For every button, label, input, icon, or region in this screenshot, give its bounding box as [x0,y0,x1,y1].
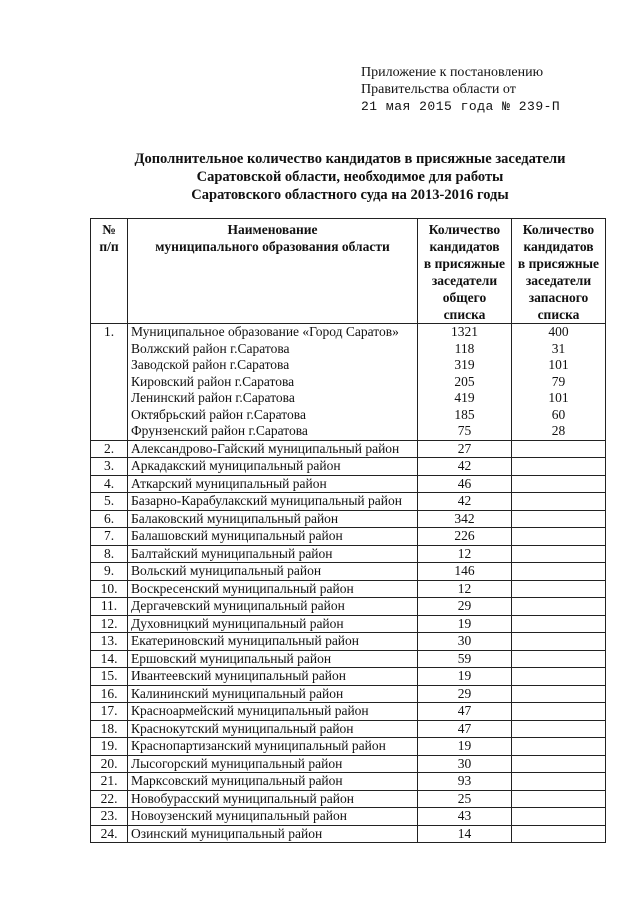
row-num: 12. [91,615,128,633]
document-title [60,150,640,204]
row-num: 20. [91,755,128,773]
row-num: 21. [91,773,128,791]
row-reserve [512,598,606,616]
row-num: 24. [91,825,128,843]
header-general-list: Количество кандидатов в присяжные заседатели общего списка [418,219,512,324]
row-reserve [512,825,606,843]
row-name: Ершовский муниципальный район [128,650,418,668]
appendix-date-number: 21 мая 2015 года № 239-П [361,99,561,114]
row-reserve [512,580,606,598]
row-num: 22. [91,790,128,808]
row-name: Калининский муниципальный район [128,685,418,703]
table-row [91,475,606,493]
row-general: 93 [418,773,512,791]
row-num: 16. [91,685,128,703]
row-name: Лысогорский муниципальный район [128,755,418,773]
row-general: 14 [418,825,512,843]
row-num: 18. [91,720,128,738]
table-row [91,650,606,668]
row-name: Балтайский муниципальный район [128,545,418,563]
row-general: 42 [418,493,512,511]
row-num: 19. [91,738,128,756]
title-line-2: Саратовской области, необходимое для работы [196,169,504,185]
row-name: Ивантеевский муниципальный район [128,668,418,686]
row-name: Духовницкий муниципальный район [128,615,418,633]
row-general: 25 [418,790,512,808]
row-reserve [512,703,606,721]
table-row [91,703,606,721]
row-name: Вольский муниципальный район [128,563,418,581]
table-row [91,528,606,546]
row-general: 12 [418,580,512,598]
row-general: 30 [418,755,512,773]
row-general: 30 [418,633,512,651]
row-reserve [512,510,606,528]
row-reserve [512,650,606,668]
table-row [91,545,606,563]
row-num: 13. [91,633,128,651]
row-num: 6. [91,510,128,528]
row-name: Новобурасский муниципальный район [128,790,418,808]
row-name: Марксовский муниципальный район [128,773,418,791]
table-row [91,458,606,476]
row-general: 29 [418,598,512,616]
row-name-group: Муниципальное образование «Город Саратов» Волжский район г.Саратова Заводской район г.Саратова Кировский район г.Саратова Ленинский район г.Саратова Октябрьский район г.Саратова Фрунзенский район г.Саратова [128,324,418,441]
row-name: Балаковский муниципальный район [128,510,418,528]
row-general: 43 [418,808,512,826]
row-num: 5. [91,493,128,511]
row-reserve [512,720,606,738]
row-name: Аткарский муниципальный район [128,475,418,493]
table-row [91,598,606,616]
row-general: 19 [418,615,512,633]
row-general: 42 [418,458,512,476]
row-general-group: 1321 118 319 205 419 185 75 [418,324,512,441]
table-row [91,790,606,808]
table-row [91,825,606,843]
header-num: № п/п [91,219,128,324]
row-name: Александрово-Гайский муниципальный район [128,440,418,458]
row-general: 47 [418,703,512,721]
row-reserve [512,545,606,563]
row-num: 9. [91,563,128,581]
table-row [91,755,606,773]
row-reserve [512,458,606,476]
row-general: 29 [418,685,512,703]
table-header-row [91,219,606,324]
row-general: 12 [418,545,512,563]
appendix-line-2: Правительства области от [361,82,516,97]
row-num: 7. [91,528,128,546]
row-reserve [512,808,606,826]
row-num: 2. [91,440,128,458]
row-reserve [512,475,606,493]
row-name: Екатериновский муниципальный район [128,633,418,651]
row-name: Воскресенский муниципальный район [128,580,418,598]
row-reserve-group: 400 31 101 79 101 60 28 [512,324,606,441]
row-name: Базарно-Карабулакский муниципальный район [128,493,418,511]
row-general: 226 [418,528,512,546]
row-reserve [512,668,606,686]
table-row [91,615,606,633]
table-row [91,773,606,791]
title-line-3: Саратовского областного суда на 2013-2016 годы [191,187,509,203]
table-row [91,685,606,703]
row-num: 11. [91,598,128,616]
appendix-line-1: Приложение к постановлению [361,65,544,80]
table-row [91,563,606,581]
row-reserve [512,773,606,791]
appendix-header [361,64,560,115]
row-num: 1. [91,324,128,441]
row-num: 15. [91,668,128,686]
row-num: 8. [91,545,128,563]
row-general: 19 [418,668,512,686]
table-row [91,720,606,738]
row-general: 46 [418,475,512,493]
row-general: 47 [418,720,512,738]
row-reserve [512,493,606,511]
row-num: 3. [91,458,128,476]
row-name: Красноармейский муниципальный район [128,703,418,721]
table-row [91,510,606,528]
row-name: Краснопартизанский муниципальный район [128,738,418,756]
row-name: Аркадакский муниципальный район [128,458,418,476]
table-row [91,580,606,598]
row-name: Новоузенский муниципальный район [128,808,418,826]
row-num: 23. [91,808,128,826]
row-reserve [512,440,606,458]
table-row [91,633,606,651]
table-row [91,668,606,686]
row-name: Озинский муниципальный район [128,825,418,843]
row-reserve [512,563,606,581]
row-reserve [512,755,606,773]
header-reserve-list: Количество кандидатов в присяжные заседатели запасного списка [512,219,606,324]
row-num: 14. [91,650,128,668]
table-row [91,738,606,756]
row-reserve [512,738,606,756]
row-name: Дергачевский муниципальный район [128,598,418,616]
row-num: 4. [91,475,128,493]
row-reserve [512,790,606,808]
row-general: 59 [418,650,512,668]
row-num: 17. [91,703,128,721]
row-reserve [512,528,606,546]
row-general: 19 [418,738,512,756]
row-reserve [512,685,606,703]
row-reserve [512,615,606,633]
row-general: 342 [418,510,512,528]
title-line-1: Дополнительное количество кандидатов в присяжные заседатели [134,151,566,167]
row-reserve [512,633,606,651]
table-row [91,808,606,826]
row-num: 10. [91,580,128,598]
candidates-table [90,218,606,843]
header-name: Наименование муниципального образования области [128,219,418,324]
row-name: Краснокутский муниципальный район [128,720,418,738]
row-general: 27 [418,440,512,458]
table-row [91,440,606,458]
table-row-group-saratov [91,324,606,441]
table-row [91,493,606,511]
row-name: Балашовский муниципальный район [128,528,418,546]
row-general: 146 [418,563,512,581]
